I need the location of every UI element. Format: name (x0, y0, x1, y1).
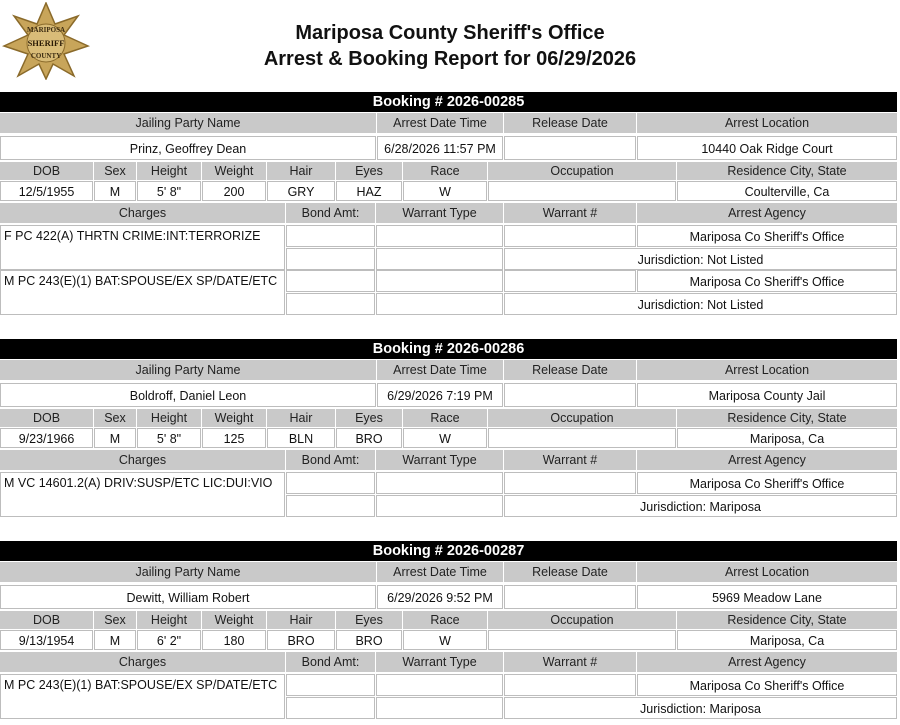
eyes-value: BRO (336, 428, 402, 448)
residence-label: Residence City, State (677, 162, 897, 180)
booking-number-bar: Booking # 2026-00287 (0, 541, 897, 561)
warrant-type-extra (376, 495, 503, 517)
warrant-type (376, 225, 503, 247)
warrant-type-label: Warrant Type (376, 203, 503, 223)
occupation-label: Occupation (488, 409, 676, 427)
height-label: Height (137, 611, 201, 629)
release-date-label: Release Date (504, 562, 636, 582)
jailing-party-name: Dewitt, William Robert (0, 585, 376, 609)
release-date (504, 383, 636, 407)
hair-value: BRO (267, 630, 335, 650)
booking-block (0, 541, 897, 716)
race-value: W (403, 181, 487, 201)
residence-label: Residence City, State (677, 409, 897, 427)
jailing-party-name: Boldroff, Daniel Leon (0, 383, 376, 407)
bond-amount (286, 674, 375, 696)
arrest-location: 10440 Oak Ridge Court (637, 136, 897, 160)
warrant-type-label: Warrant Type (376, 652, 503, 672)
warrant-number (504, 225, 636, 247)
bond-amount (286, 270, 375, 292)
jailing-party-label: Jailing Party Name (0, 113, 376, 133)
warrant-number (504, 674, 636, 696)
bond-label: Bond Amt: (286, 450, 375, 470)
sex-label: Sex (94, 611, 136, 629)
dob-label: DOB (0, 162, 93, 180)
warrant-type (376, 674, 503, 696)
arrest-datetime-label: Arrest Date Time (377, 360, 503, 380)
jurisdiction: Jurisdiction: Mariposa (504, 697, 897, 719)
warrant-number (504, 270, 636, 292)
charges-label: Charges (0, 203, 285, 223)
hair-label: Hair (267, 409, 335, 427)
height-label: Height (137, 409, 201, 427)
warrant-type-label: Warrant Type (376, 450, 503, 470)
sex-label: Sex (94, 409, 136, 427)
bond-amount-extra (286, 697, 375, 719)
race-value: W (403, 428, 487, 448)
warrant-number-label: Warrant # (504, 450, 636, 470)
hair-label: Hair (267, 611, 335, 629)
arrest-agency: Mariposa Co Sheriff's Office (637, 270, 897, 292)
height-label: Height (137, 162, 201, 180)
sex-label: Sex (94, 162, 136, 180)
release-date-label: Release Date (504, 113, 636, 133)
hair-value: GRY (267, 181, 335, 201)
occupation-value (488, 181, 676, 201)
arrest-datetime-label: Arrest Date Time (377, 113, 503, 133)
bond-amount (286, 472, 375, 494)
arrest-agency-label: Arrest Agency (637, 652, 897, 672)
charge-text: M PC 243(E)(1) BAT:SPOUSE/EX SP/DATE/ETC (0, 270, 285, 315)
residence-value: Mariposa, Ca (677, 428, 897, 448)
arrest-location: Mariposa County Jail (637, 383, 897, 407)
warrant-type (376, 472, 503, 494)
residence-value: Mariposa, Ca (677, 630, 897, 650)
race-value: W (403, 630, 487, 650)
weight-value: 200 (202, 181, 266, 201)
dob-label: DOB (0, 611, 93, 629)
jailing-party-name: Prinz, Geoffrey Dean (0, 136, 376, 160)
booking-block (0, 339, 897, 514)
eyes-label: Eyes (336, 162, 402, 180)
booking-number-bar: Booking # 2026-00285 (0, 92, 897, 112)
sex-value: M (94, 428, 136, 448)
bond-label: Bond Amt: (286, 652, 375, 672)
jailing-party-label: Jailing Party Name (0, 360, 376, 380)
arrest-agency-label: Arrest Agency (637, 203, 897, 223)
bond-amount-extra (286, 248, 375, 270)
arrest-agency: Mariposa Co Sheriff's Office (637, 472, 897, 494)
eyes-label: Eyes (336, 611, 402, 629)
jailing-party-label: Jailing Party Name (0, 562, 376, 582)
jurisdiction: Jurisdiction: Not Listed (504, 248, 897, 270)
arrest-agency: Mariposa Co Sheriff's Office (637, 225, 897, 247)
warrant-number-label: Warrant # (504, 652, 636, 672)
sex-value: M (94, 630, 136, 650)
arrest-location-label: Arrest Location (637, 562, 897, 582)
report-title: Mariposa County Sheriff's Office (295, 22, 605, 44)
height-value: 5' 8" (137, 181, 201, 201)
bond-amount (286, 225, 375, 247)
weight-label: Weight (202, 409, 266, 427)
residence-label: Residence City, State (677, 611, 897, 629)
occupation-label: Occupation (488, 162, 676, 180)
warrant-type-extra (376, 293, 503, 315)
charge-text: M PC 243(E)(1) BAT:SPOUSE/EX SP/DATE/ETC (0, 674, 285, 719)
weight-label: Weight (202, 162, 266, 180)
eyes-value: BRO (336, 630, 402, 650)
hair-value: BLN (267, 428, 335, 448)
height-value: 5' 8" (137, 428, 201, 448)
warrant-type (376, 270, 503, 292)
booking-block (0, 92, 897, 312)
badge-text-bottom: COUNTY (30, 52, 62, 60)
charge-text: F PC 422(A) THRTN CRIME:INT:TERRORIZE (0, 225, 285, 270)
bond-amount-extra (286, 495, 375, 517)
charges-label: Charges (0, 450, 285, 470)
charges-label: Charges (0, 652, 285, 672)
badge-text-mid: SHERIFF (27, 38, 65, 48)
jurisdiction: Jurisdiction: Not Listed (504, 293, 897, 315)
dob-value: 9/23/1966 (0, 428, 93, 448)
sex-value: M (94, 181, 136, 201)
arrest-agency-label: Arrest Agency (637, 450, 897, 470)
dob-value: 9/13/1954 (0, 630, 93, 650)
warrant-type-extra (376, 697, 503, 719)
occupation-value (488, 428, 676, 448)
bond-label: Bond Amt: (286, 203, 375, 223)
arrest-datetime: 6/29/2026 9:52 PM (377, 585, 503, 609)
report-subtitle: Arrest & Booking Report for 06/29/2026 (263, 48, 637, 70)
race-label: Race (403, 611, 487, 629)
arrest-datetime: 6/28/2026 11:57 PM (377, 136, 503, 160)
race-label: Race (403, 162, 487, 180)
arrest-location: 5969 Meadow Lane (637, 585, 897, 609)
occupation-value (488, 630, 676, 650)
dob-value: 12/5/1955 (0, 181, 93, 201)
charge-text: M VC 14601.2(A) DRIV:SUSP/ETC LIC:DUI:VIO (0, 472, 285, 517)
arrest-agency: Mariposa Co Sheriff's Office (637, 674, 897, 696)
residence-value: Coulterville, Ca (677, 181, 897, 201)
weight-value: 125 (202, 428, 266, 448)
dob-label: DOB (0, 409, 93, 427)
badge-text-top: MARIPOSA (26, 26, 66, 34)
height-value: 6' 2" (137, 630, 201, 650)
race-label: Race (403, 409, 487, 427)
arrest-location-label: Arrest Location (637, 360, 897, 380)
release-date-label: Release Date (504, 360, 636, 380)
arrest-location-label: Arrest Location (637, 113, 897, 133)
jurisdiction: Jurisdiction: Mariposa (504, 495, 897, 517)
release-date (504, 585, 636, 609)
arrest-datetime-label: Arrest Date Time (377, 562, 503, 582)
booking-number-bar: Booking # 2026-00286 (0, 339, 897, 359)
eyes-label: Eyes (336, 409, 402, 427)
report-header (0, 0, 900, 88)
bond-amount-extra (286, 293, 375, 315)
arrest-datetime: 6/29/2026 7:19 PM (377, 383, 503, 407)
weight-value: 180 (202, 630, 266, 650)
warrant-type-extra (376, 248, 503, 270)
warrant-number-label: Warrant # (504, 203, 636, 223)
occupation-label: Occupation (488, 611, 676, 629)
weight-label: Weight (202, 611, 266, 629)
release-date (504, 136, 636, 160)
hair-label: Hair (267, 162, 335, 180)
eyes-value: HAZ (336, 181, 402, 201)
warrant-number (504, 472, 636, 494)
